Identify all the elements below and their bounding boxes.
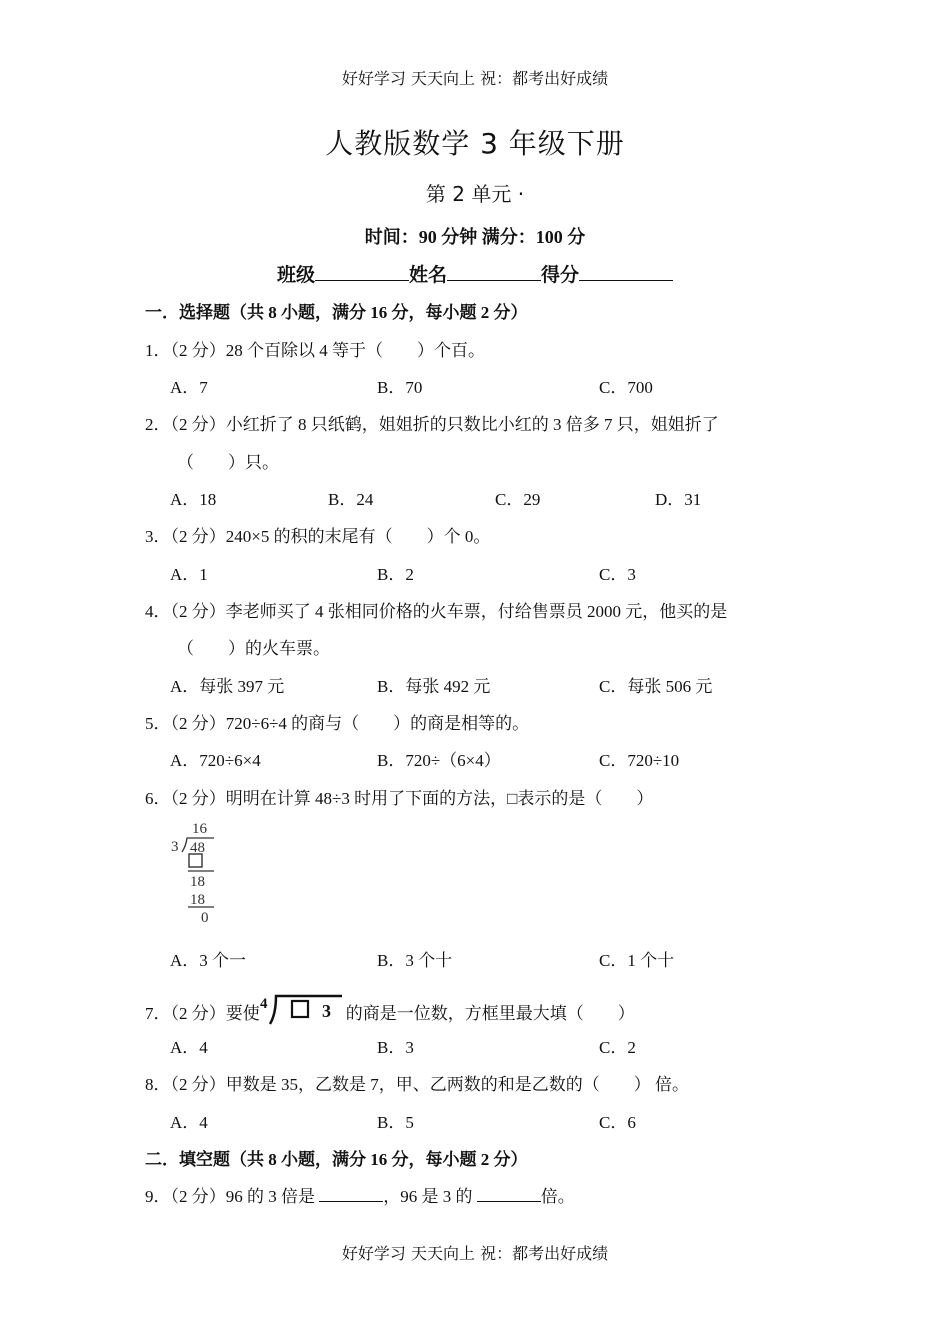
question-2-cont: （ ）只。 [177, 453, 279, 472]
score-label: 得分 [541, 265, 580, 286]
q1-option-a[interactable]: A．7 [170, 378, 208, 397]
question-9 [145, 1182, 575, 1207]
q9-prefix: 9．（2 分）96 的 3 倍是 [145, 1187, 315, 1206]
name-blank[interactable] [447, 262, 541, 281]
q7-option-b[interactable]: B．3 [377, 1038, 414, 1057]
q9-blank-2[interactable] [477, 1186, 541, 1202]
q7-option-c[interactable]: C．2 [599, 1038, 636, 1057]
class-label: 班级 [276, 265, 315, 286]
question-6: 6．（2 分）明明在计算 48÷3 时用了下面的方法，□表示的是（ ） [145, 789, 654, 808]
q4-option-c[interactable]: C．每张 506 元 [599, 677, 713, 696]
question-4: 4．（2 分）李老师买了 4 张相同价格的火车票，付给售票员 2000 元，他买的是 [145, 602, 728, 621]
q9-middle: ，96 是 3 的 [383, 1187, 473, 1206]
q4-option-a[interactable]: A．每张 397 元 [170, 677, 285, 696]
fig-divisor: 3 [171, 839, 179, 855]
q7-option-a[interactable]: A．4 [170, 1038, 208, 1057]
fig-row2: 18 [190, 874, 205, 890]
long-division-figure [168, 818, 228, 928]
q2-option-b[interactable]: B．24 [328, 490, 374, 509]
q2-option-a[interactable]: A．18 [170, 490, 217, 509]
q3-option-a[interactable]: A．1 [170, 565, 208, 584]
question-2: 2．（2 分）小红折了 8 只纸鹤，姐姐折的只数比小红的 3 倍多 7 只，姐姐折了 [145, 415, 719, 434]
question-8: 8．（2 分）甲数是 35，乙数是 7，甲、乙两数的和是乙数的（ ） 倍。 [145, 1075, 689, 1094]
section-heading-fill: 二．填空题（共 8 小题，满分 16 分，每小题 2 分） [145, 1150, 528, 1169]
question-7 [145, 998, 635, 1032]
question-3: 3．（2 分）240×5 的积的末尾有（ ）个 0。 [145, 527, 491, 546]
name-label: 姓名 [408, 265, 447, 286]
q3-option-c[interactable]: C．3 [599, 565, 636, 584]
q6-option-c[interactable]: C．1 个十 [599, 951, 675, 970]
q8-option-a[interactable]: A．4 [170, 1113, 208, 1132]
q5-option-b[interactable]: B．720÷（6×4） [377, 751, 501, 770]
class-blank[interactable] [315, 262, 409, 281]
fig-quotient: 16 [192, 821, 207, 837]
q1-option-b[interactable]: B．70 [377, 378, 423, 397]
q7-divisor: 4 [259, 996, 268, 1012]
fig-row3: 18 [190, 892, 205, 908]
question-5: 5．（2 分）720÷6÷4 的商与（ ）的商是相等的。 [145, 714, 530, 733]
q7-suffix: 的商是一位数，方框里最大填（ ） [345, 1003, 635, 1023]
q6-option-a[interactable]: A．3 个一 [170, 951, 247, 970]
section-heading-choice: 一．选择题（共 8 小题，满分 16 分，每小题 2 分） [145, 303, 528, 322]
q8-option-c[interactable]: C．6 [599, 1113, 636, 1132]
q5-option-a[interactable]: A．720÷6×4 [170, 751, 261, 770]
fig-remainder: 0 [201, 910, 209, 926]
q4-option-b[interactable]: B．每张 492 元 [377, 677, 491, 696]
fig-dividend: 48 [190, 840, 205, 856]
q6-option-b[interactable]: B．3 个十 [377, 951, 453, 970]
q3-option-b[interactable]: B．2 [377, 565, 414, 584]
q2-option-c[interactable]: C．29 [495, 490, 541, 509]
q2-option-d[interactable]: D．31 [655, 490, 702, 509]
page-footer: 好好学习 天天向上 祝：都考出好成绩 [341, 1244, 609, 1263]
q7-digit: 3 [321, 1001, 331, 1021]
page-title: 人教版数学 3 年级下册 [325, 127, 625, 160]
q9-blank-1[interactable] [319, 1186, 383, 1202]
q7-division-figure [260, 992, 346, 1026]
page-header: 好好学习 天天向上 祝：都考出好成绩 [341, 69, 609, 88]
q9-suffix: 倍。 [540, 1187, 575, 1206]
q1-option-c[interactable]: C．700 [599, 378, 653, 397]
q8-option-b[interactable]: B．5 [377, 1113, 414, 1132]
unit-subtitle: 第 2 单元 · [425, 182, 525, 206]
q7-prefix: 7．（2 分）要使 [145, 1003, 260, 1023]
score-blank[interactable] [579, 262, 673, 281]
time-and-score: 时间：90 分钟 满分：100 分 [364, 227, 586, 247]
question-1: 1．（2 分）28 个百除以 4 等于（ ）个百。 [145, 341, 485, 360]
student-info [0, 260, 950, 287]
q5-option-c[interactable]: C．720÷10 [599, 751, 680, 770]
question-4-cont: （ ）的火车票。 [177, 639, 330, 658]
q7-box [292, 1001, 308, 1017]
